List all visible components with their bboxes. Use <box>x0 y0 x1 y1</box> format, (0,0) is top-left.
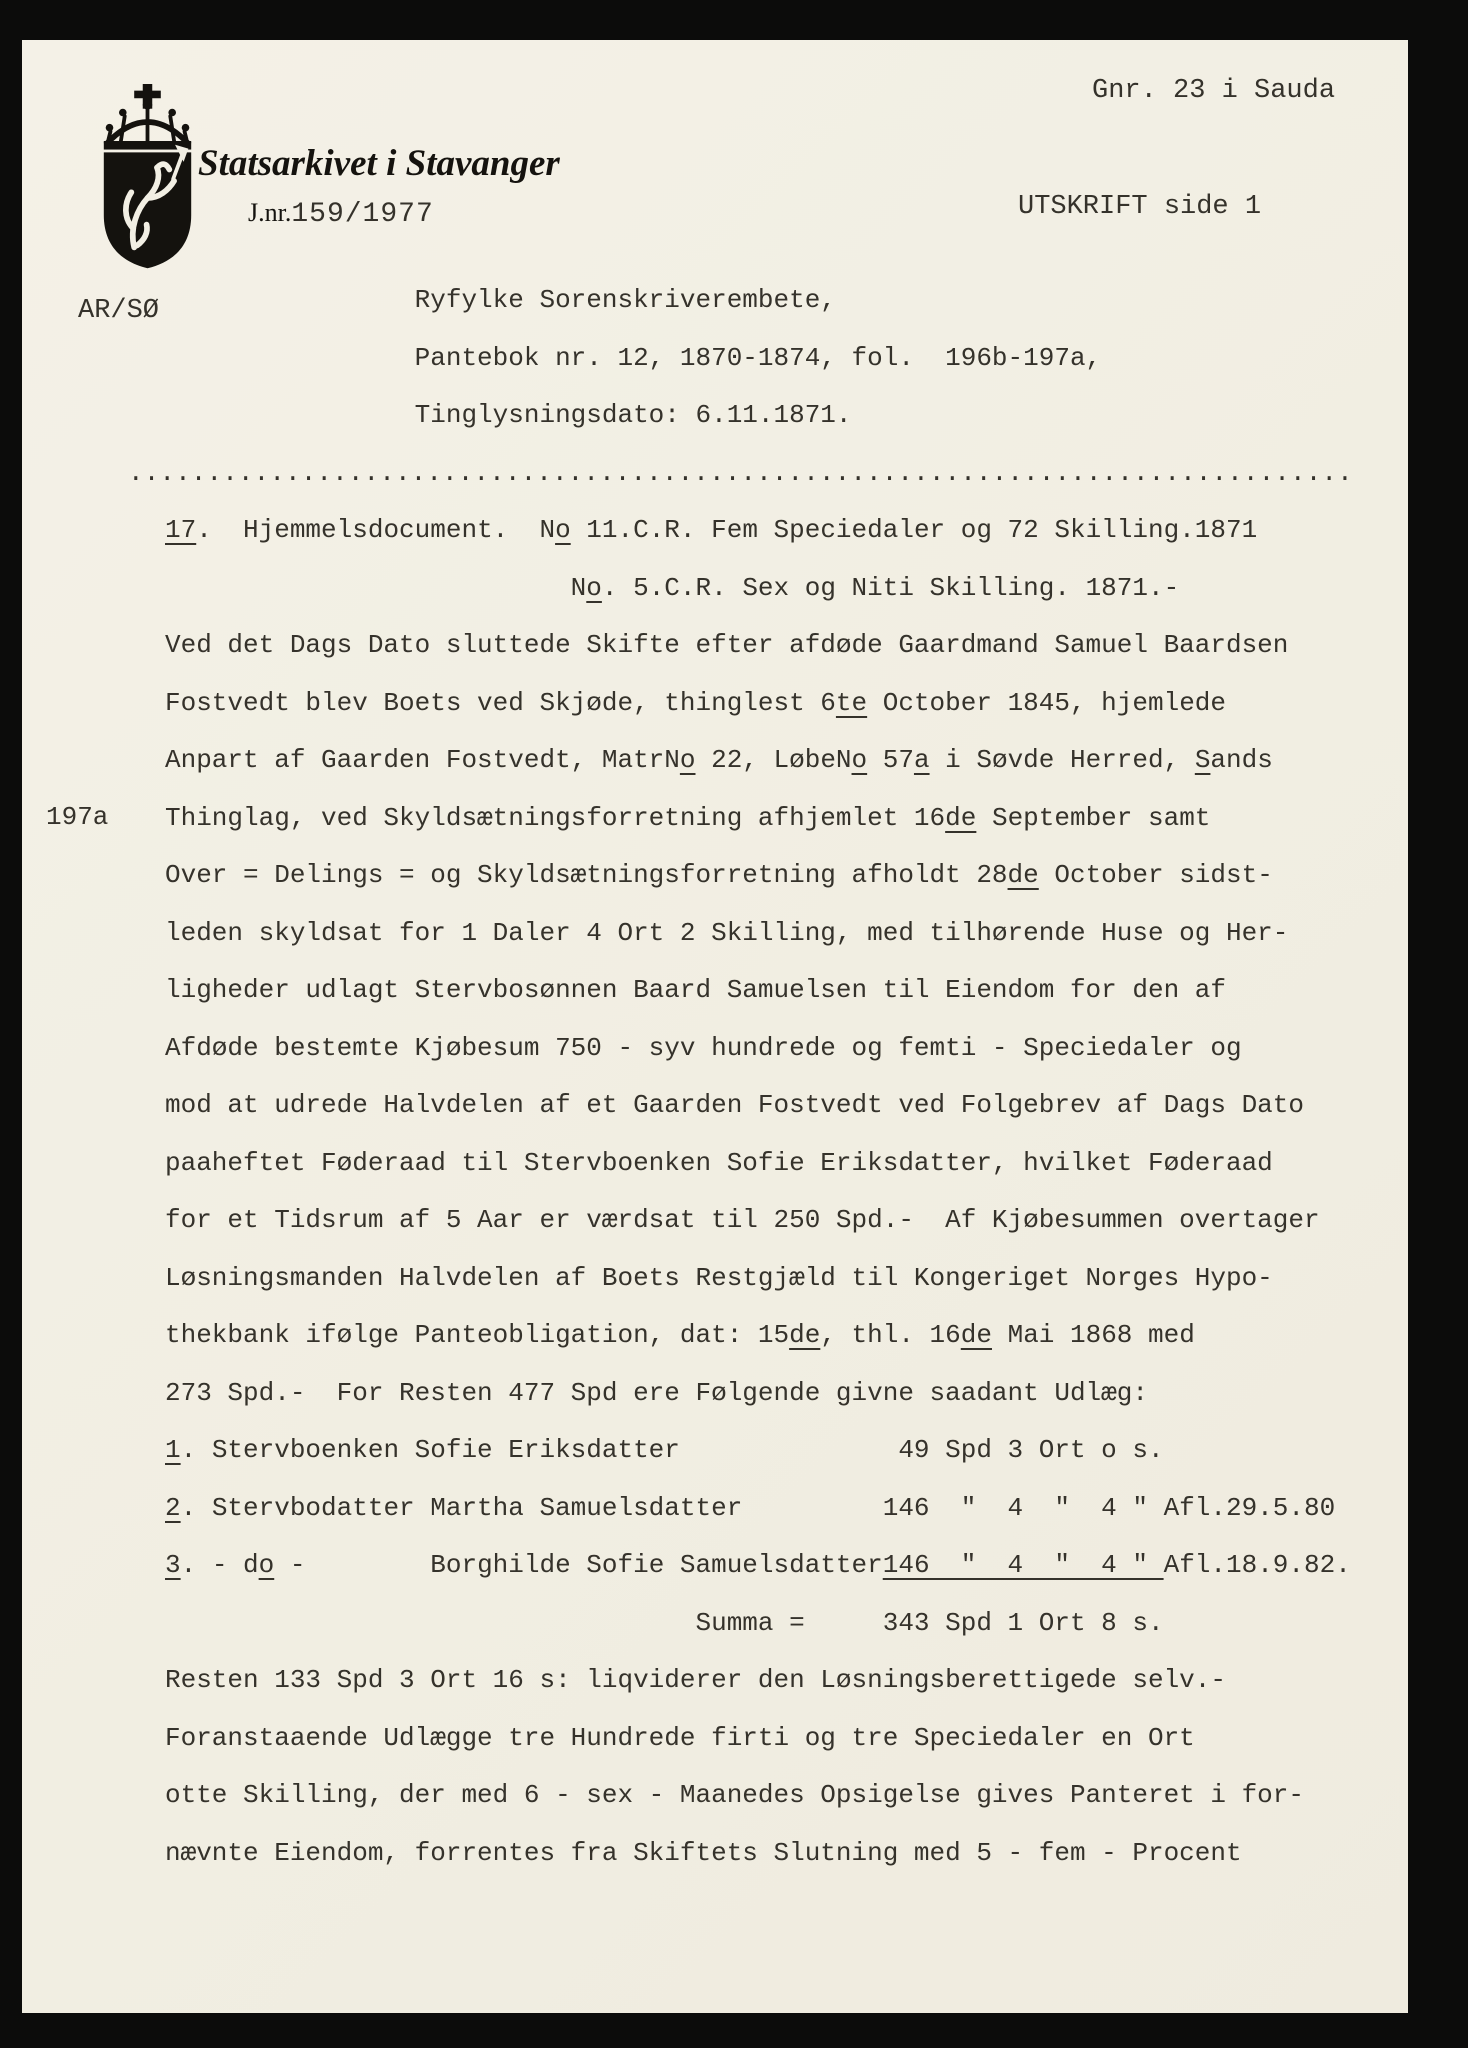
text-line: for et Tidsrum af 5 Aar er værdsat til 250 Spd.- Af Kjøbesummen overtager <box>165 1205 1320 1235</box>
text-line: Fostvedt blev Boets ved Skjøde, thinglest 6te October 1845, hjemlede <box>165 687 1226 718</box>
norwegian-coat-of-arms-icon <box>80 84 215 274</box>
text-line: 17. Hjemmelsdocument. No 11.C.R. Fem Speciedaler og 72 Skilling.1871 <box>165 515 1258 545</box>
document-body <box>22 272 1408 1882</box>
journal-number-value: 159/1977 <box>291 199 434 230</box>
clerk-initials: AR/SØ <box>78 296 160 326</box>
text-line: Resten 133 Spd 3 Ort 16 s: liqviderer den Løsningsberettigede selv.- <box>165 1665 1226 1695</box>
property-reference: Gnr. 23 i Sauda <box>1092 76 1336 106</box>
text-line: Pantebok nr. 12, 1870-1874, fol. 196b-197a, <box>165 342 1102 373</box>
text-line: Løsningsmanden Halvdelen af Boets Restgjæld til Kongeriget Norges Hypo- <box>165 1262 1273 1293</box>
underlined-text: de <box>789 1320 821 1350</box>
text-line: leden skyldsat for 1 Daler 4 Ort 2 Skilling, med tilhørende Huse og Her- <box>165 917 1289 948</box>
underlined-text: de <box>945 802 977 833</box>
text-line: 273 Spd.- For Resten 477 Spd ere Følgende givne saadant Udlæg: <box>165 1377 1148 1408</box>
text-line: Summa = 343 Spd 1 Ort 8 s. <box>165 1607 1164 1638</box>
text-line: ligheder udlagt Stervbosønnen Baard Samuelsen til Eiendom for den af <box>165 975 1226 1005</box>
text-line: Ryfylke Sorenskriverembete, <box>165 285 836 315</box>
folio-margin-note: 197a <box>46 802 109 832</box>
underlined-text: 1 <box>165 1435 181 1465</box>
text-line: 2. Stervbodatter Martha Samuelsdatter 146 " 4 " 4 " Afl.29.5.80 <box>165 1492 1336 1523</box>
underlined-text: o <box>258 1550 275 1580</box>
underlined-text: o <box>851 745 868 775</box>
text-line: mod at udrede Halvdelen af et Gaarden Fostvedt ved Folgebrev af Dags Dato <box>165 1090 1304 1120</box>
text-line: Ved det Dags Dato sluttede Skifte efter afdøde Gaardmand Samuel Baardsen <box>165 630 1289 660</box>
underlined-text: S <box>1194 745 1211 775</box>
text-line: Anpart af Gaarden Fostvedt, MatrNo 22, LøbeNo 57a i Søvde Herred, Sands <box>165 745 1273 775</box>
text-line: Over = Delings = og Skyldsætningsforretning afholdt 28de October sidst- <box>165 860 1273 890</box>
underlined-text: 17 <box>165 515 197 545</box>
underlined-text: a <box>913 745 930 775</box>
text-line: thekbank ifølge Panteobligation, dat: 15de, thl. 16de Mai 1868 med <box>165 1320 1195 1350</box>
underlined-text: 3 <box>165 1550 181 1580</box>
underlined-text: o <box>679 745 696 775</box>
text-line: nævnte Eiendom, forrentes fra Skiftets Slutning med 5 - fem - Procent <box>165 1837 1242 1868</box>
archive-name: Statsarkivet i Stavanger <box>198 143 560 184</box>
text-line: Tinglysningsdato: 6.11.1871. <box>165 400 852 430</box>
transcript-page-label: UTSKRIFT side 1 <box>1018 192 1262 222</box>
underlined-text: de <box>960 1320 992 1350</box>
text-line: Afdøde bestemte Kjøbesum 750 - syv hundrede og femti - Speciedaler og <box>165 1032 1242 1063</box>
text-line: 3. - do - Borghilde Sofie Samuelsdatter146 " 4 " 4 " Afl.18.9.82. <box>165 1550 1351 1580</box>
dotted-divider: .............................................................................. <box>128 457 1353 488</box>
underlined-text: o <box>586 572 602 603</box>
text-line: No. 5.C.R. Sex og Niti Skilling. 1871.- <box>165 572 1180 603</box>
journal-number <box>248 198 434 230</box>
underlined-text: de <box>1007 860 1039 890</box>
paper <box>22 40 1408 2013</box>
text-line: otte Skilling, der med 6 - sex - Maanedes Opsigelse gives Panteret i for- <box>165 1780 1304 1810</box>
text-line: Foranstaaende Udlægge tre Hundrede firti og tre Speciedaler en Ort <box>165 1722 1195 1753</box>
underlined-text: o <box>555 515 571 545</box>
text-line: paaheftet Føderaad til Stervboenken Sofie Eriksdatter, hvilket Føderaad <box>165 1147 1273 1178</box>
underlined-text: 146 " 4 " 4 " <box>882 1550 1164 1580</box>
underlined-text: 2 <box>165 1492 181 1523</box>
text-line: Thinglag, ved Skyldsætningsforretning afhjemlet 16de September samt <box>165 802 1211 833</box>
underlined-text: te <box>835 687 868 718</box>
text-line: 1. Stervboenken Sofie Eriksdatter 49 Spd 3 Ort o s. <box>165 1435 1164 1465</box>
journal-number-label: J.nr. <box>248 198 292 227</box>
